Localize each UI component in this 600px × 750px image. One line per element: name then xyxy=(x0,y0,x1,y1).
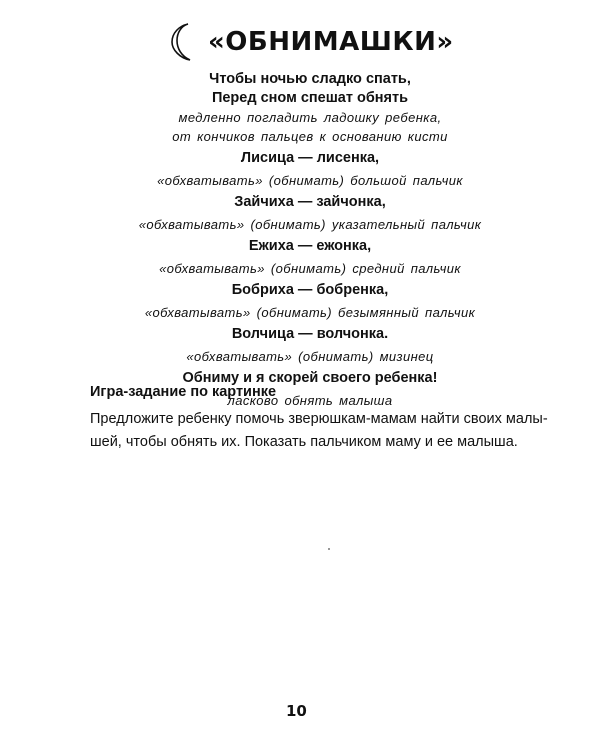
poem-line: Волчица — волчонка. xyxy=(231,326,389,342)
instruction-line: «обхватывать» (обнимать) безымянный пальчик xyxy=(144,305,476,320)
page-number: 10 xyxy=(286,702,307,720)
poem-line: Обниму и я скорей своего ребенка! xyxy=(182,370,438,386)
poem xyxy=(0,70,600,410)
poem-line: Лисица — лисенка, xyxy=(240,150,380,166)
title-row xyxy=(168,22,454,62)
instruction-line: ласково обнять малыша xyxy=(227,393,393,408)
instruction-line: «обхватывать» (обнимать) средний пальчик xyxy=(159,261,461,276)
poem-line: Ежиха — ежонка, xyxy=(248,238,372,254)
instruction-line: от кончиков пальцев к основанию кисти xyxy=(172,129,448,144)
poem-line: Зайчиха — зайчонка, xyxy=(234,194,386,210)
page-title: «ОБНИМАШКИ» xyxy=(208,27,454,57)
task-line: шей, чтобы обнять их. Показать пальчиком маму и ее малыша. xyxy=(90,434,518,450)
instruction-line: «обхватывать» (обнимать) указательный пальчик xyxy=(138,217,482,232)
instruction-line: «обхватывать» (обнимать) большой пальчик xyxy=(157,173,463,188)
poem-line: Перед сном спешат обнять xyxy=(211,90,409,106)
task-paragraph xyxy=(90,408,560,454)
poem-line: Чтобы ночью сладко спать, xyxy=(209,71,411,87)
instruction-line: медленно погладить ладошку ребенка, xyxy=(178,110,442,125)
poem-line: Бобриха — бобренка, xyxy=(231,282,389,298)
task-heading: Игра-задание по картинке xyxy=(90,384,277,400)
instruction-line: «обхватывать» (обнимать) мизинец xyxy=(186,349,434,364)
task-line: Предложите ребенку помочь зверюшкам-мамам найти своих малы- xyxy=(90,411,548,427)
crescent-moon-icon xyxy=(168,22,198,62)
print-speck xyxy=(328,548,330,550)
